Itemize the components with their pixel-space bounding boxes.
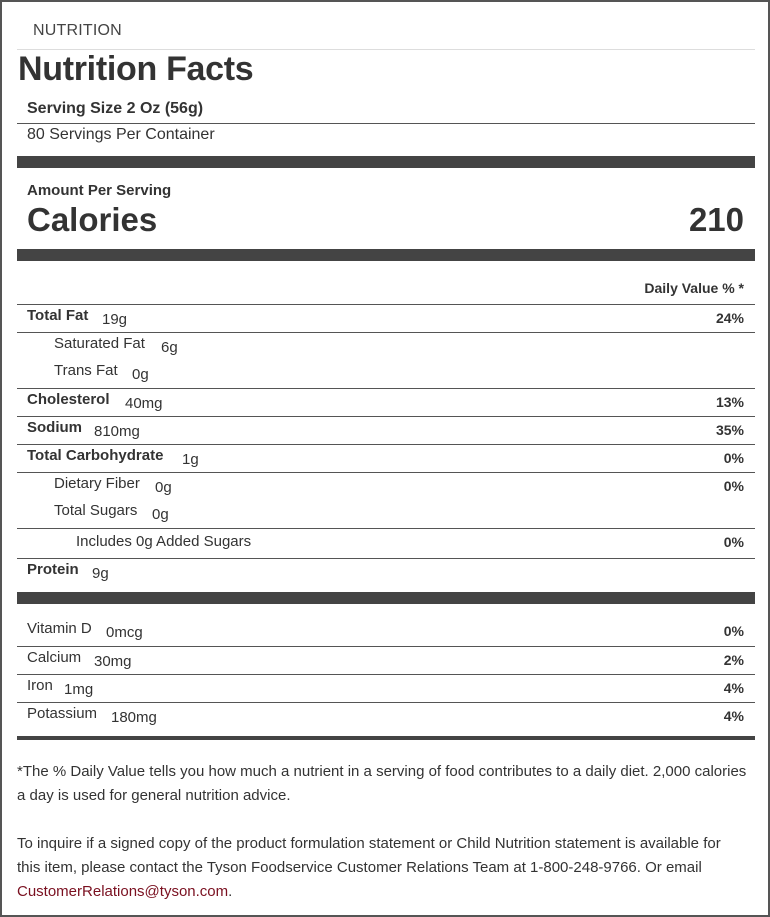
nutrient-name: Total Fat: [27, 307, 89, 324]
nutrient-row-protein: [17, 558, 755, 586]
thick-divider: [17, 156, 755, 168]
nutrient-name: Cholesterol: [27, 391, 110, 408]
nutrient-amount: 6g: [161, 339, 178, 356]
vitamin-daily-value: 0%: [723, 623, 744, 639]
nutrient-row-total-carbohydrate: [17, 444, 755, 472]
nutrient-row-total-fat: [17, 304, 755, 332]
nutrient-name: Total Carbohydrate: [27, 447, 164, 464]
nutrient-row-dietary-fiber: [17, 472, 755, 500]
nutrient-name: Saturated Fat: [54, 335, 145, 352]
vitamin-amount: 0mcg: [106, 624, 143, 641]
nutrient-row-cholesterol: [17, 388, 755, 416]
serving-size: Serving Size 2 Oz (56g): [27, 100, 204, 117]
nutrient-amount: 0g: [155, 479, 172, 496]
daily-value-footnote: *The % Daily Value tells you how much a nutrient in a serving of food contributes to a daily diet. 2,000 calories a day is used for general nutrition advice.: [17, 763, 747, 804]
nutrient-amount: 40mg: [125, 395, 163, 412]
calories-value: 210: [688, 201, 744, 238]
vitamin-amount: 30mg: [94, 653, 132, 670]
nutrient-daily-value: 13%: [715, 394, 744, 410]
servings-per-container: 80 Servings Per Container: [27, 126, 215, 143]
nutrient-name: Trans Fat: [54, 362, 118, 379]
inquiry-note: [17, 832, 747, 904]
vitamin-row-calcium: [17, 646, 755, 674]
nutrient-daily-value: 24%: [715, 310, 744, 326]
nutrient-name: Protein: [27, 561, 79, 578]
nutrient-daily-value: 0%: [723, 478, 744, 494]
inquiry-period: .: [228, 883, 233, 900]
nutrient-row-total-sugars: [17, 500, 755, 528]
nutrient-name: Includes 0g Added Sugars: [76, 533, 252, 550]
vitamin-daily-value: 2%: [723, 652, 744, 668]
vitamin-daily-value: 4%: [723, 680, 744, 696]
nutrient-row-trans-fat: [17, 360, 755, 388]
nutrient-amount: 9g: [92, 565, 109, 582]
nutrient-amount: 810mg: [94, 423, 140, 440]
calories-label: Calories: [27, 201, 158, 238]
divider: [17, 123, 755, 124]
vitamin-name: Iron: [27, 677, 53, 694]
nutrient-amount: 0g: [152, 506, 169, 523]
vitamin-row-vitamin-d: [17, 618, 755, 646]
vitamin-name: Calcium: [27, 649, 82, 666]
daily-value-header: Daily Value % *: [644, 280, 744, 296]
thick-divider: [17, 249, 755, 261]
nutrient-amount: 1g: [182, 451, 199, 468]
amount-per-serving-label: Amount Per Serving: [27, 182, 172, 199]
nutrition-facts-title: Nutrition Facts: [18, 50, 254, 88]
nutrient-daily-value: 0%: [723, 450, 744, 466]
vitamin-name: Potassium: [27, 705, 98, 722]
thick-divider: [17, 736, 755, 740]
inquiry-text: To inquire if a signed copy of the product formulation statement or Child Nutrition statement is available for this item, please contact the Tyson Foodservice Customer Relations Team at 1-800-248-9766. Or email: [17, 835, 721, 876]
nutrient-daily-value: 35%: [715, 422, 744, 438]
vitamin-row-iron: [17, 674, 755, 702]
vitamin-amount: 180mg: [111, 709, 157, 726]
nutrient-name: Total Sugars: [54, 502, 138, 519]
vitamin-row-potassium: [17, 702, 755, 730]
nutrient-row-saturated-fat: [17, 332, 755, 360]
nutrient-daily-value: 0%: [723, 534, 744, 550]
vitamin-name: Vitamin D: [27, 620, 92, 637]
nutrient-row-sodium: [17, 416, 755, 444]
vitamin-amount: 1mg: [64, 681, 94, 698]
nutrient-amount: 19g: [102, 311, 128, 328]
nutrient-amount: 0g: [132, 366, 149, 383]
section-tag: NUTRITION: [33, 22, 122, 39]
nutrient-row-added-sugars: [17, 528, 755, 558]
vitamin-daily-value: 4%: [723, 708, 744, 724]
thick-divider: [17, 592, 755, 604]
customer-relations-email-link[interactable]: CustomerRelations@tyson.com: [17, 883, 229, 900]
nutrient-name: Sodium: [27, 419, 82, 436]
nutrient-name: Dietary Fiber: [54, 475, 140, 492]
